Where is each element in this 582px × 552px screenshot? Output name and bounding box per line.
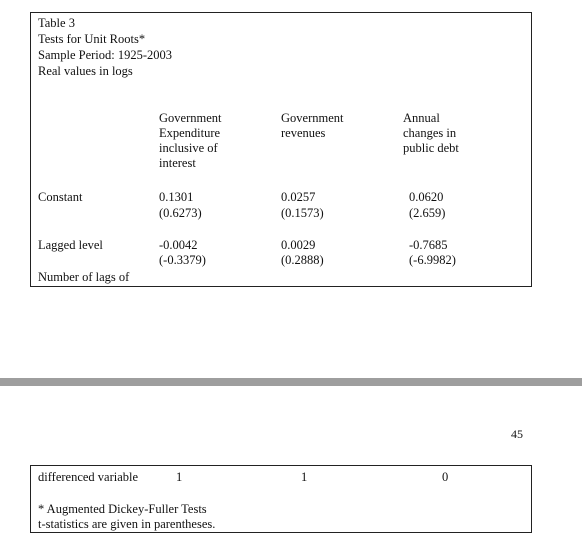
- table-sample-period: Sample Period: 1925-2003: [38, 48, 173, 62]
- cell-constant-expenditure-tstat: (0.6273): [159, 206, 202, 220]
- cell-lagged-revenues-tstat: (0.2888): [281, 253, 324, 267]
- row-label-lagged-level: Lagged level: [38, 238, 103, 252]
- table-units-note: Real values in logs: [38, 64, 133, 78]
- table-title: Table 3: [38, 16, 75, 30]
- cell-constant-revenues: 0.0257: [281, 190, 316, 204]
- table-subtitle: Tests for Unit Roots*: [38, 32, 146, 46]
- page-separator: [0, 378, 582, 386]
- cell-lagged-revenues: 0.0029: [281, 238, 316, 252]
- table-frame-upper-bottom-rule: [30, 286, 532, 287]
- cell-lagged-debt: -0.7685: [409, 238, 448, 252]
- page-number: 45: [511, 427, 523, 441]
- document-page-lower: [0, 386, 582, 552]
- cell-lagged-expenditure-tstat: (-0.3379): [159, 253, 206, 267]
- cell-constant-expenditure: 0.1301: [159, 190, 194, 204]
- row-label-constant: Constant: [38, 190, 83, 204]
- cell-lags-expenditure: 1: [176, 470, 183, 484]
- column-header-revenues: Government revenues: [281, 111, 344, 140]
- row-label-lags-part2: differenced variable: [38, 470, 139, 484]
- cell-constant-debt-tstat: (2.659): [409, 206, 446, 220]
- cell-lagged-debt-tstat: (-6.9982): [409, 253, 456, 267]
- row-label-lags-part1: Number of lags of: [38, 270, 130, 284]
- cell-lags-revenues: 1: [301, 470, 308, 484]
- column-header-debt-changes: Annual changes in public debt: [403, 111, 459, 155]
- cell-constant-debt: 0.0620: [409, 190, 444, 204]
- footnote-tstat: t-statistics are given in parentheses.: [38, 517, 216, 531]
- cell-lags-debt: 0: [442, 470, 449, 484]
- footnote-adf: * Augmented Dickey-Fuller Tests: [38, 502, 207, 516]
- column-header-expenditure: Government Expenditure inclusive of interest: [159, 111, 222, 170]
- cell-lagged-expenditure: -0.0042: [159, 238, 198, 252]
- cell-constant-revenues-tstat: (0.1573): [281, 206, 324, 220]
